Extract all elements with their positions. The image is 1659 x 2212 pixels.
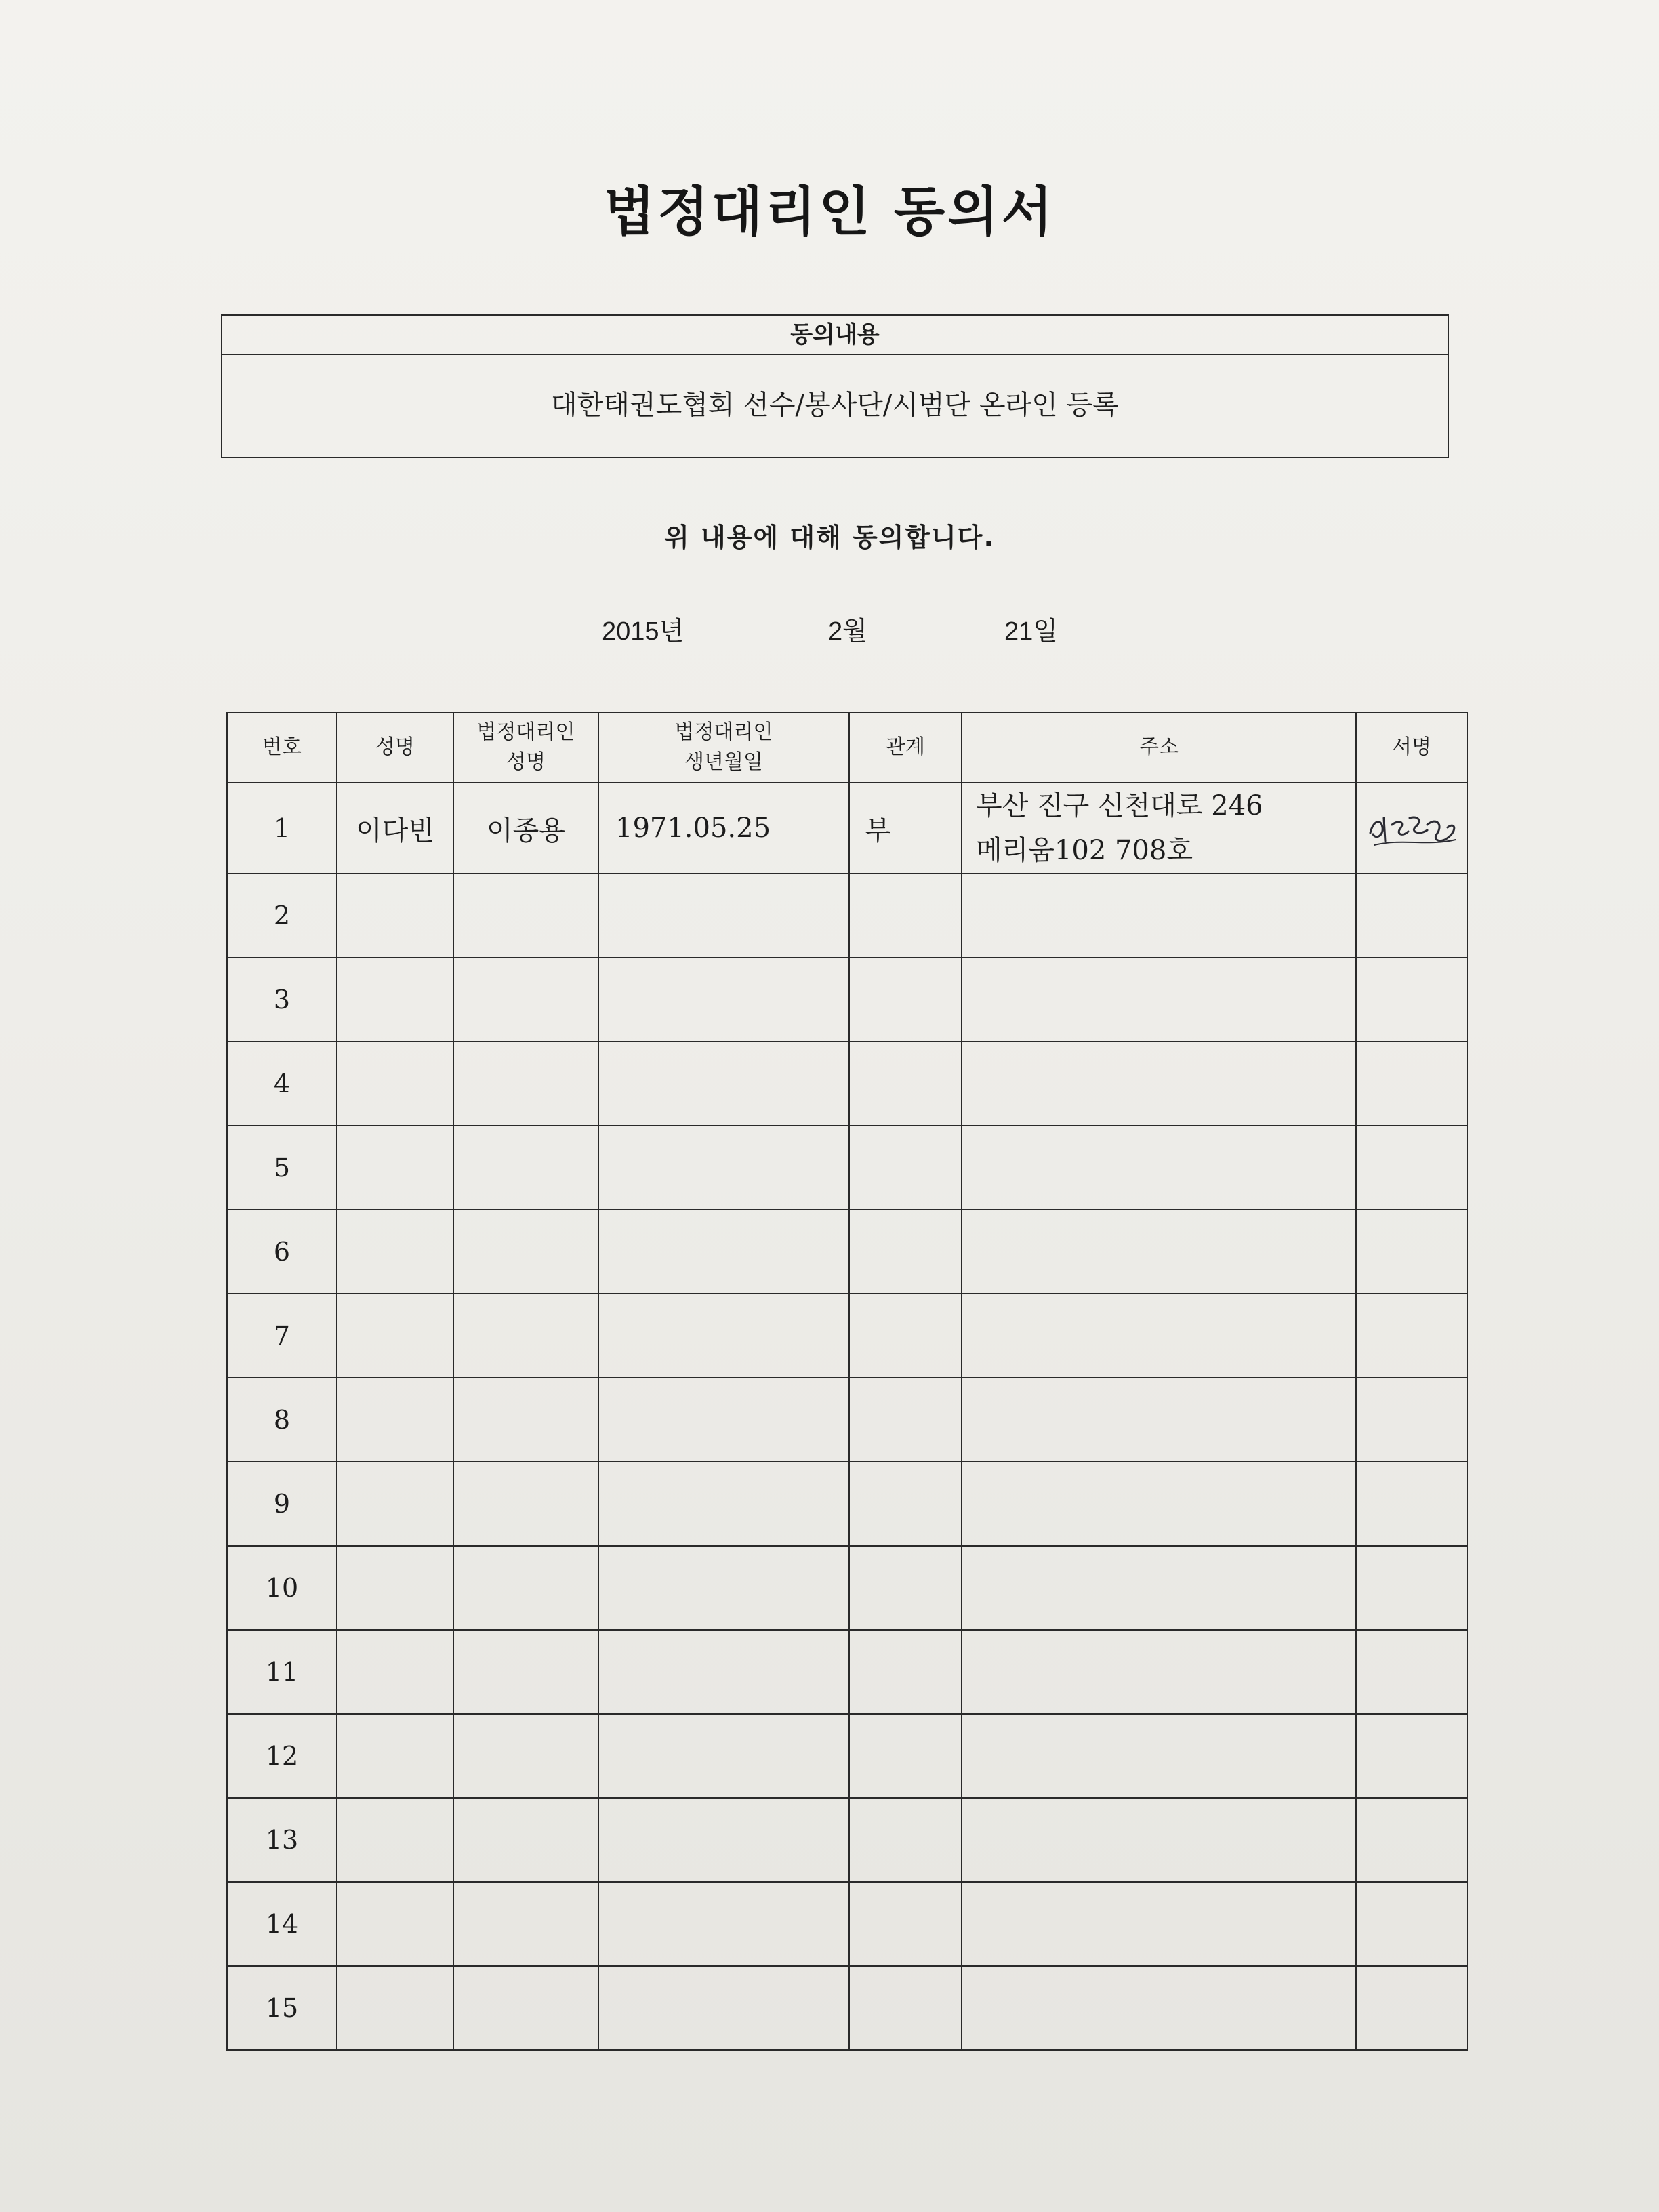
table-row (227, 1630, 1467, 1714)
table-row (227, 1126, 1467, 1210)
header-guardian-dob-line2: 생년월일 (684, 750, 763, 774)
consent-body: 대한태권도협회 선수/봉사단/시범단 온라인 등록 (551, 390, 1119, 421)
consent-box (221, 314, 1449, 458)
guardian-roster-table (226, 712, 1468, 2051)
table-row (227, 1042, 1467, 1126)
table-row (227, 1966, 1467, 2050)
header-guardian-dob-line1: 법정대리인 (674, 720, 773, 744)
header-name: 성명 (337, 712, 453, 783)
header-relation: 관계 (849, 712, 962, 783)
table-row (227, 1714, 1467, 1798)
row-number: 7 (227, 1294, 337, 1378)
row-number: 15 (227, 1966, 337, 2050)
row-number: 8 (227, 1378, 337, 1462)
date-month: 2월 (828, 617, 867, 646)
agree-statement: 위 내용에 대해 동의합니다. (664, 523, 995, 552)
relation: 부 (849, 783, 962, 874)
header-guardian-name-line2: 성명 (506, 750, 546, 774)
table-row (227, 1546, 1467, 1630)
header-guardian-name-line1: 법정대리인 (476, 720, 575, 744)
document-title: 법정대리인 동의서 (604, 182, 1055, 243)
table-row (227, 1378, 1467, 1462)
address (962, 783, 1356, 874)
row-number: 13 (227, 1798, 337, 1882)
athlete-name: 이다빈 (337, 783, 453, 874)
table-header-row (227, 712, 1467, 783)
header-guardian-dob (598, 712, 849, 783)
row-number: 6 (227, 1210, 337, 1294)
guardian-dob: 1971.05.25 (598, 783, 849, 874)
table-row (227, 874, 1467, 958)
row-number: 11 (227, 1630, 337, 1714)
signature-cell (1356, 783, 1467, 874)
header-address: 주소 (962, 712, 1356, 783)
row-number: 12 (227, 1714, 337, 1798)
header-signature: 서명 (1356, 712, 1467, 783)
row-number: 5 (227, 1126, 337, 1210)
row-number: 9 (227, 1462, 337, 1546)
table-row (227, 1462, 1467, 1546)
address-line1: 부산 진구 신천대로 246 (976, 790, 1263, 821)
address-line2: 메리움102 708호 (976, 835, 1193, 866)
table-row (227, 958, 1467, 1042)
table-row (227, 783, 1467, 874)
row-number: 2 (227, 874, 337, 958)
row-number: 4 (227, 1042, 337, 1126)
row-number: 3 (227, 958, 337, 1042)
guardian-name: 이종용 (453, 783, 598, 874)
header-number: 번호 (227, 712, 337, 783)
handwritten-signature (1361, 798, 1462, 859)
date-year: 2015년 (602, 617, 684, 646)
table-row (227, 1210, 1467, 1294)
header-guardian-name (453, 712, 598, 783)
table-row (227, 1798, 1467, 1882)
row-number: 10 (227, 1546, 337, 1630)
row-number: 1 (227, 783, 337, 874)
table-row (227, 1294, 1467, 1378)
date-day: 21일 (1004, 617, 1058, 646)
consent-header: 동의내용 (222, 316, 1448, 355)
row-number: 14 (227, 1882, 337, 1966)
table-row (227, 1882, 1467, 1966)
